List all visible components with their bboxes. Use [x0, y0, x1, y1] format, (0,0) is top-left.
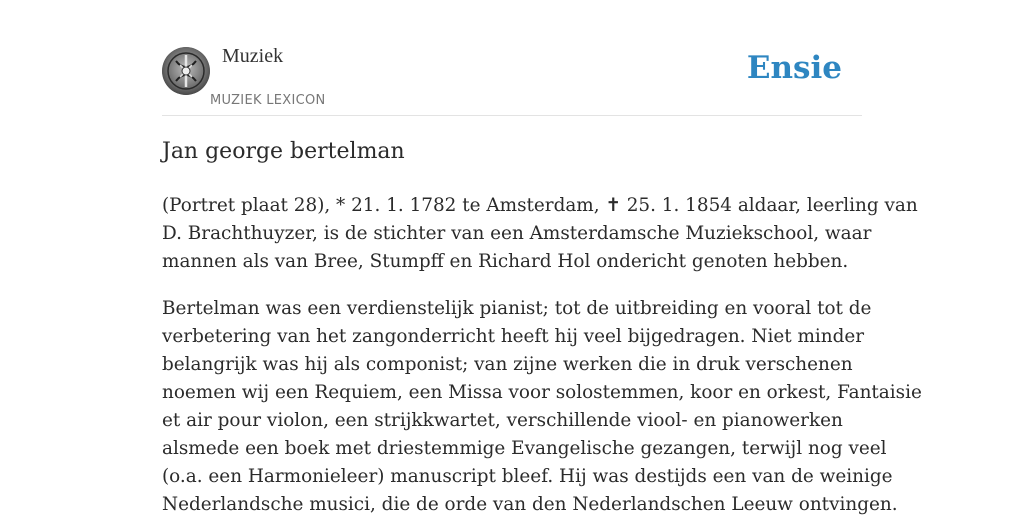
paragraph-line: (Portret plaat 28), * 21. 1. 1782 te Amsterdam, ✝ 25. 1. 1854 aldaar, leerling van — [162, 195, 918, 216]
page — [162, 0, 922, 515]
paragraph-line: (o.a. een Harmonieleer) manuscript bleef. Hij was destijds een van de weinige — [162, 466, 893, 487]
paragraph-line: verbetering van het zangonderricht heeft hij veel bijgedragen. Niet minder — [162, 326, 865, 347]
brand-logo-link[interactable]: Ensie — [746, 50, 842, 86]
paragraph-line: alsmede een boek met driestemmige Evangelische gezangen, terwijl nog veel — [162, 438, 887, 459]
paragraph-line: Nederlandsche musici, die de orde van den Nederlandschen Leeuw ontvingen. — [162, 494, 898, 515]
site-header — [162, 0, 862, 116]
paragraph-line: noemen wij een Requiem, een Missa voor solostemmen, koor en orkest, Fantaisie — [162, 382, 922, 403]
paragraph-line: mannen als van Bree, Stumpff en Richard Hol ondericht genoten hebben. — [162, 251, 849, 272]
paragraph-line: Bertelman was een verdienstelijk pianist; tot de uitbreiding en vooral tot de — [162, 298, 872, 319]
paragraph-line: et air pour violon, een strijkkwartet, verschillende viool- en pianowerken — [162, 410, 843, 431]
site-name[interactable]: Muziek — [222, 45, 284, 67]
article-paragraph-1 — [162, 192, 918, 276]
paragraph-line: D. Brachthuyzer, is de stichter van een Amsterdamsche Muziekschool, waar — [162, 223, 872, 244]
music-emblem-icon[interactable] — [162, 47, 210, 95]
article-paragraph-2 — [162, 295, 922, 519]
paragraph-line: belangrijk was hij als componist; van zijne werken die in druk verschenen — [162, 354, 853, 375]
site-subtitle: MUZIEK LEXICON — [210, 93, 326, 108]
article-title: Jan george bertelman — [162, 139, 405, 164]
